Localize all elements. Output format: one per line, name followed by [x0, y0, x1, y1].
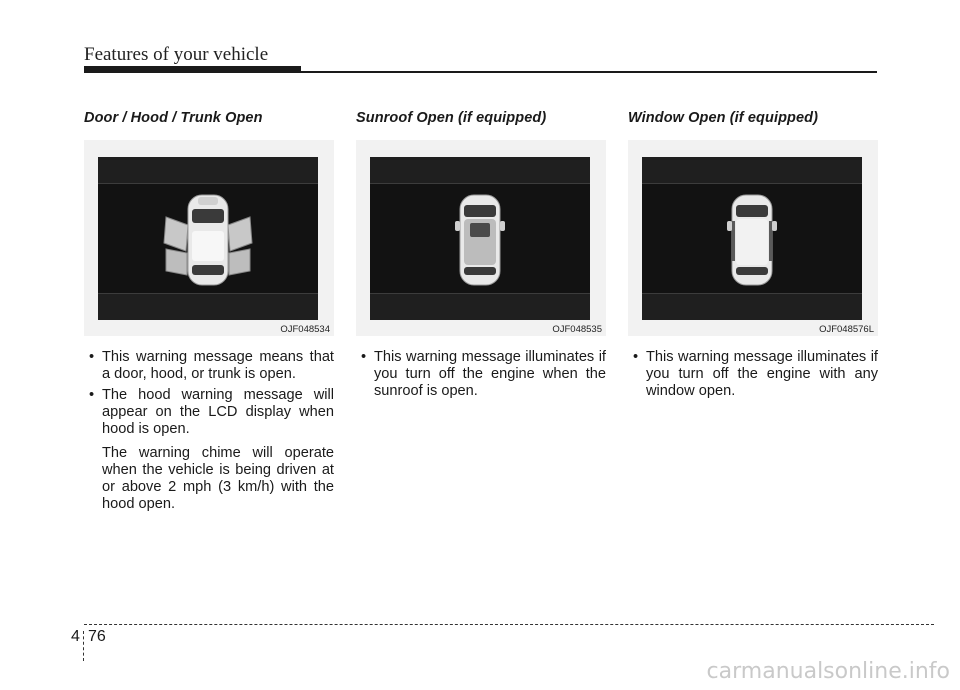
- bullet-item: • This warning message means that a door, hood, or trunk is open.: [84, 349, 334, 383]
- section-sunroof-open: [356, 110, 606, 404]
- section-title: Window Open (if equipped): [628, 110, 819, 126]
- lcd-display: [370, 157, 590, 320]
- car-window-open-icon: [702, 191, 802, 289]
- figure-code: OJF048535: [552, 324, 602, 335]
- figure-sunroof-open: [356, 140, 606, 336]
- bullet-item: • This warning message illuminates if you turn off the engine when the sunroof is open.: [356, 349, 606, 400]
- page-divider: [83, 631, 84, 661]
- lcd-display: [642, 157, 862, 320]
- section-door-hood-trunk: [84, 110, 334, 513]
- figure-code: OJF048534: [280, 324, 330, 335]
- car-doors-open-icon: [158, 191, 258, 289]
- page-section-number: 4: [71, 628, 80, 645]
- watermark: carmanualsonline.info: [706, 659, 950, 684]
- section-title: Door / Hood / Trunk Open: [84, 110, 263, 126]
- sub-paragraph: The warning chime will operate when the vehicle is being driven at or above 2 mph (3 km/h) with the hood open.: [102, 445, 334, 512]
- car-sunroof-open-icon: [430, 191, 530, 289]
- bullet-item: • The hood warning message will appear on the LCD display when hood is open.: [84, 387, 334, 438]
- bullet-item: • This warning message illuminates if you turn off the engine with any window open.: [628, 349, 878, 400]
- header-rule: [84, 71, 877, 73]
- figure-code: OJF048576L: [819, 324, 874, 335]
- section-title: Sunroof Open (if equipped): [356, 110, 547, 126]
- footer-rule: [84, 624, 934, 625]
- bullet-list: [356, 349, 606, 400]
- lcd-display: [98, 157, 318, 320]
- page-number: 76: [88, 628, 106, 645]
- figure-door-open: [84, 140, 334, 336]
- bullet-list: [628, 349, 878, 400]
- figure-window-open: [628, 140, 878, 336]
- header-title: Features of your vehicle: [84, 44, 269, 65]
- section-window-open: [628, 110, 878, 404]
- bullet-list: [84, 349, 334, 438]
